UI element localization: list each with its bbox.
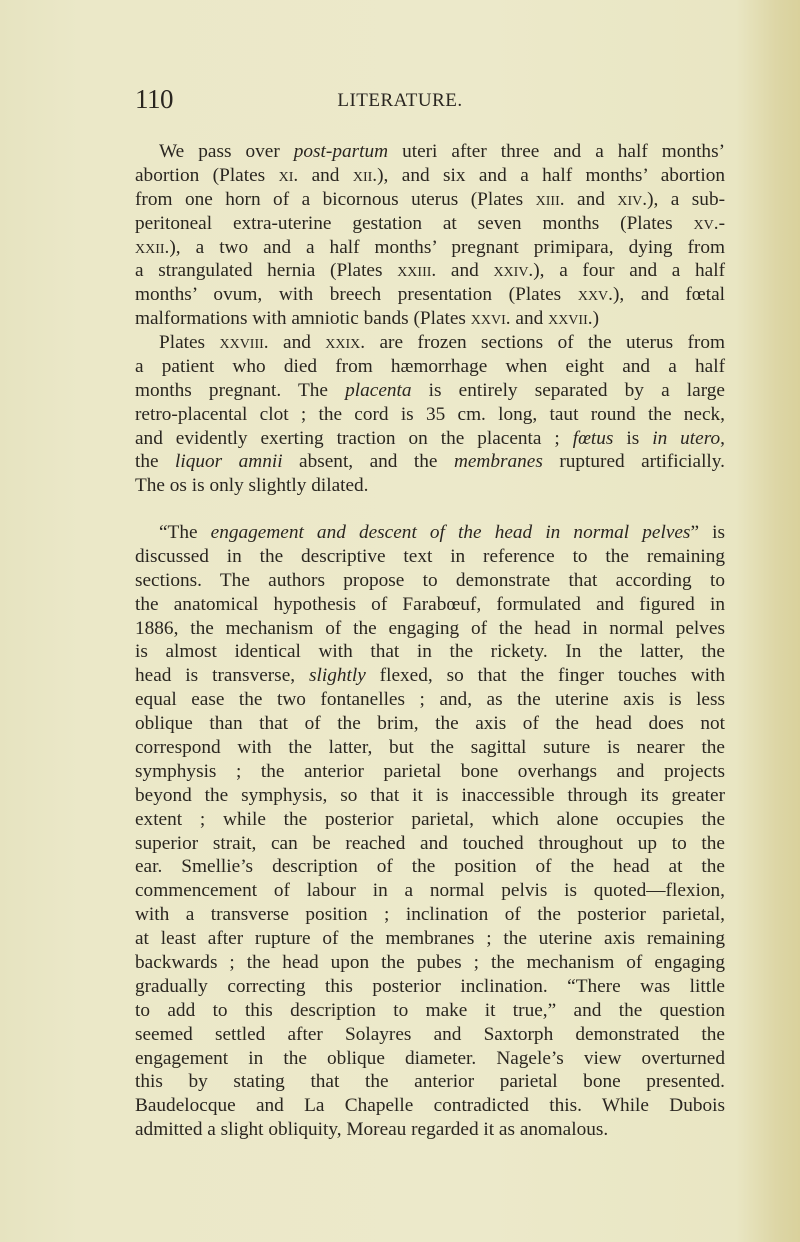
text-line — [135, 1118, 725, 1142]
text-line — [135, 975, 725, 999]
text-run: malformations with amniotic bands (Plates — [135, 308, 471, 330]
small-caps-text: xxiii. — [397, 260, 437, 282]
text-line — [135, 331, 725, 355]
small-caps-text: xv.- — [693, 212, 725, 234]
text-line — [135, 664, 725, 688]
text-line — [135, 736, 725, 760]
text-line — [135, 927, 725, 951]
text-run: symphysis ; the anterior parietal bone overhangs and projects — [135, 760, 725, 782]
small-caps-text: xxviii. — [219, 332, 269, 353]
text-line — [135, 808, 725, 832]
text-run: and — [298, 164, 353, 186]
text-line — [135, 951, 725, 975]
text-line — [135, 379, 725, 403]
text-run: The os is only slightly dilated. — [135, 475, 369, 497]
text-line — [135, 450, 725, 474]
small-caps-text: xxv. — [577, 284, 613, 306]
text-run: and — [436, 260, 494, 282]
text-run: sections. The authors propose to demonstrate that according to — [135, 569, 725, 591]
italic-text: post-partum — [293, 141, 389, 162]
text-run: this by stating that the anterior parietal bone presented. — [135, 1071, 725, 1093]
text-line — [135, 617, 725, 641]
text-line — [135, 521, 725, 545]
text-line — [135, 355, 725, 379]
small-caps-text: xi. — [278, 164, 299, 186]
text-line — [135, 999, 725, 1023]
text-line — [135, 855, 725, 879]
text-run: Plates — [159, 332, 220, 353]
text-run: extent ; while the posterior parietal, which alone occupies the — [135, 808, 725, 830]
text-line — [135, 832, 725, 856]
text-run: is — [613, 427, 653, 449]
small-caps-text: xxii. — [135, 236, 170, 258]
text-run: We pass over — [159, 141, 294, 162]
text-run: engagement in the oblique diameter. Nagele’s view overturned — [135, 1047, 725, 1069]
text-line — [135, 307, 725, 331]
text-line — [135, 569, 725, 593]
small-caps-text: xiii. — [535, 188, 565, 210]
text-line — [135, 188, 725, 212]
text-run: and — [510, 308, 549, 330]
text-run: backwards ; the head upon the pubes ; the mechanism of engaging — [135, 952, 725, 974]
text-run: absent, and the — [282, 451, 454, 473]
text-run: equal ease the two fontanelles ; and, as the uterine axis is less — [135, 689, 725, 711]
text-line — [135, 1023, 725, 1047]
text-line — [135, 1047, 725, 1071]
text-run: with a transverse position ; inclination of the posterior parietal, — [135, 904, 725, 926]
text-line — [135, 283, 725, 307]
text-run: is almost identical with that in the rickety. In the latter, the — [135, 641, 725, 663]
text-run: commencement of labour in a normal pelvis is quoted—flexion, — [135, 880, 725, 902]
text-run: a strangulated hernia (Plates — [135, 260, 398, 282]
text-line — [135, 879, 725, 903]
text-run: and — [268, 332, 326, 353]
text-line — [135, 259, 725, 283]
small-caps-text: xxvi. — [470, 308, 511, 330]
text-line — [135, 236, 725, 260]
text-run: ), a sub- — [647, 188, 725, 210]
text-run: a patient who died from hæmorrhage when eight and a half — [135, 355, 725, 377]
text-run: correspond with the latter, but the sagittal suture is nearer the — [135, 737, 725, 759]
text-run: gradually correcting this posterior inclination. “There was little — [135, 975, 725, 997]
text-run: ) — [592, 308, 599, 330]
text-run: oblique than that of the brim, the axis of the head does not — [135, 713, 725, 735]
paragraph — [135, 521, 725, 1142]
text-run: ), and fœtal — [612, 284, 725, 306]
text-run: ), a four and a half — [533, 260, 725, 282]
text-line — [135, 427, 725, 451]
text-run: abortion (Plates — [135, 164, 279, 186]
text-run: months pregnant. The — [135, 379, 346, 401]
text-run: ruptured artificially. — [542, 451, 725, 473]
text-run: months’ ovum, with breech presentation (Plates — [135, 284, 578, 306]
small-caps-text: xxvii. — [548, 308, 593, 330]
text-run: beyond the symphysis, so that it is inaccessible through its greater — [135, 784, 725, 806]
text-line — [135, 1070, 725, 1094]
small-caps-text: xii. — [352, 164, 378, 186]
text-run: ), and six and a half months’ abortion — [377, 164, 725, 186]
text-line — [135, 903, 725, 927]
text-run: Baudelocque and La Chapelle contradicted this. While Dubois — [135, 1095, 725, 1117]
text-run: peritoneal extra-uterine gestation at seven months (Plates — [135, 212, 694, 234]
text-line — [135, 212, 725, 236]
italic-text: liquor amnii — [175, 451, 283, 473]
text-line — [135, 164, 725, 188]
paragraph — [135, 140, 725, 331]
text-run: are frozen sections of the uterus from — [365, 332, 725, 353]
text-run: is entirely separated by a large — [411, 379, 725, 401]
small-caps-text: xxix. — [325, 332, 366, 353]
text-run: , — [720, 427, 725, 449]
text-run: retro-placental clot ; the cord is 35 cm. long, taut round the neck, — [135, 403, 725, 425]
text-run: ), a two and a half months’ pregnant primipara, dying from — [169, 236, 725, 258]
text-line — [135, 474, 725, 498]
text-run: uteri after three and a half months’ — [388, 141, 725, 162]
text-run: head is transverse, — [135, 665, 309, 687]
text-line — [135, 712, 725, 736]
text-run: and — [564, 188, 618, 210]
small-caps-text: xiv. — [617, 188, 648, 210]
text-line — [135, 688, 725, 712]
text-line — [135, 1094, 725, 1118]
page-number: 110 — [135, 84, 173, 114]
text-run: discussed in the descriptive text in reference to the remaining — [135, 545, 725, 567]
text-run: flexed, so that the finger touches with — [365, 665, 725, 687]
italic-text: slightly — [308, 665, 366, 687]
text-line — [135, 545, 725, 569]
text-line — [135, 593, 725, 617]
running-title: LITERATURE. — [337, 90, 463, 111]
italic-text: engagement and descent of the head in normal pelves — [210, 522, 691, 543]
italic-text: fœtus — [572, 427, 614, 449]
text-line — [135, 640, 725, 664]
text-line — [135, 760, 725, 784]
text-run: admitted a slight obliquity, Moreau regarded it as anomalous. — [135, 1119, 609, 1141]
text-run: seemed settled after Solayres and Saxtorph demonstrated the — [135, 1023, 725, 1045]
text-line — [135, 140, 725, 164]
italic-text: membranes — [453, 451, 543, 473]
text-run: to add to this description to make it true,” and the question — [135, 999, 725, 1021]
italic-text: in utero — [652, 427, 721, 449]
text-run: from one horn of a bicornous uterus (Plates — [135, 188, 536, 210]
text-run: “The — [159, 522, 211, 543]
text-run: the anatomical hypothesis of Farabœuf, formulated and figured in — [135, 593, 725, 615]
text-line — [135, 403, 725, 427]
text-line — [135, 784, 725, 808]
text-run: and evidently exerting traction on the placenta ; — [135, 427, 573, 449]
text-run: the — [135, 451, 176, 473]
text-run: ” is — [690, 522, 725, 543]
text-run: 1886, the mechanism of the engaging of the head in normal pelves — [135, 617, 725, 639]
paragraph — [135, 331, 725, 498]
small-caps-text: xxiv. — [493, 260, 534, 282]
text-run: at least after rupture of the membranes ; the uterine axis remaining — [135, 928, 725, 950]
text-run: superior strait, can be reached and touched throughout up to the — [135, 832, 725, 854]
italic-text: placenta — [345, 379, 412, 401]
text-run: ear. Smellie’s description of the position of the head at the — [135, 856, 725, 878]
